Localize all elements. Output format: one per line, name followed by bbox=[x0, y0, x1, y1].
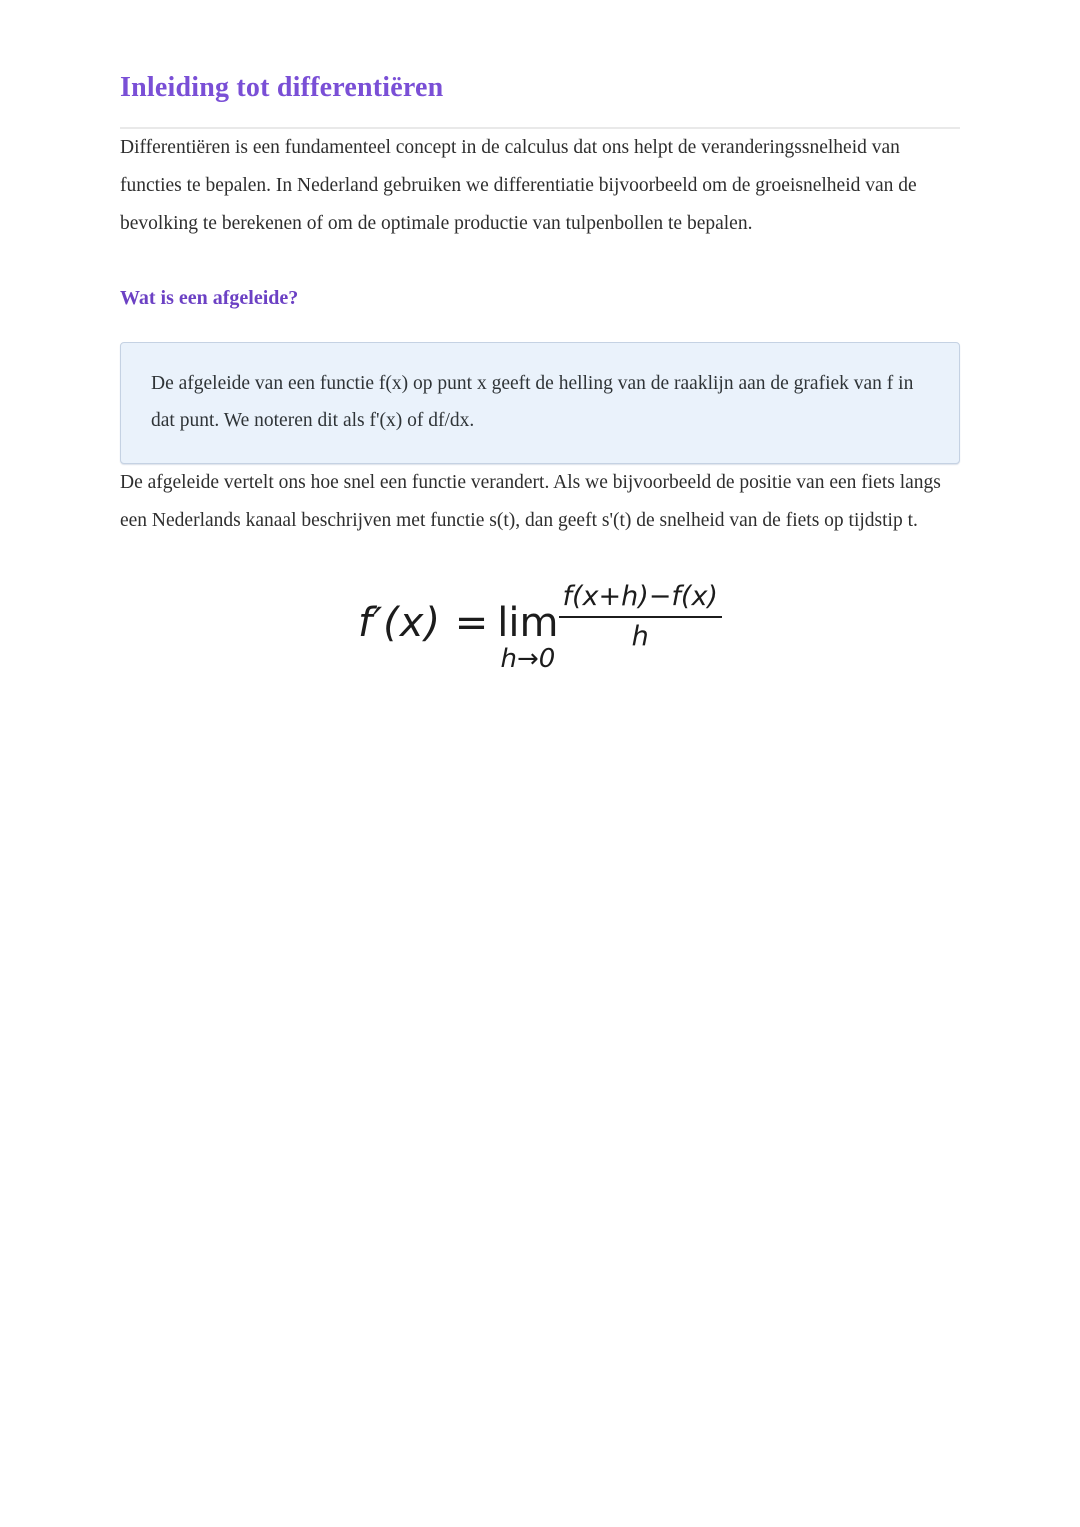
formula-lim-subscript: h→0 bbox=[500, 644, 556, 675]
section-subheading: Wat is een afgeleide? bbox=[120, 287, 299, 309]
intro-paragraph: Differentiëren is een fundamenteel concept in de calculus dat ons helpt de veranderingssnelheid van functies te bepalen. In Nederland gebruiken we differentiatie bijvoorbeeld om de groeisnelheid van de bevolking te berekenen of om de optimale productie van tulpenbollen te bepalen. bbox=[120, 137, 917, 234]
formula-lim-word: lim bbox=[497, 600, 559, 647]
document-page bbox=[0, 0, 1080, 675]
derivative-limit-formula bbox=[120, 581, 960, 675]
formula-fraction bbox=[559, 582, 722, 651]
definition-callout-text: De afgeleide van een functie f(x) op punt x geeft de helling van de raaklijn aan de grafiek van f in dat punt. We noteren dit als f'(x) of df/dx. bbox=[151, 373, 914, 431]
definition-callout bbox=[120, 342, 960, 464]
formula-numerator: f(x+h)−f(x) bbox=[559, 582, 722, 618]
formula-lhs: f′(x) = bbox=[358, 599, 490, 646]
explanation-paragraph: De afgeleide vertelt ons hoe snel een functie verandert. Als we bijvoorbeeld de positie van een fiets langs een Nederlands kanaal beschrijven met functie s(t), dan geeft s'(t) de snelheid van de fiets op tijdstip t. bbox=[120, 472, 941, 531]
formula-denominator: h bbox=[631, 620, 649, 652]
formula-limit-block bbox=[497, 600, 559, 675]
page-title: Inleiding tot differentiëren bbox=[120, 72, 444, 103]
